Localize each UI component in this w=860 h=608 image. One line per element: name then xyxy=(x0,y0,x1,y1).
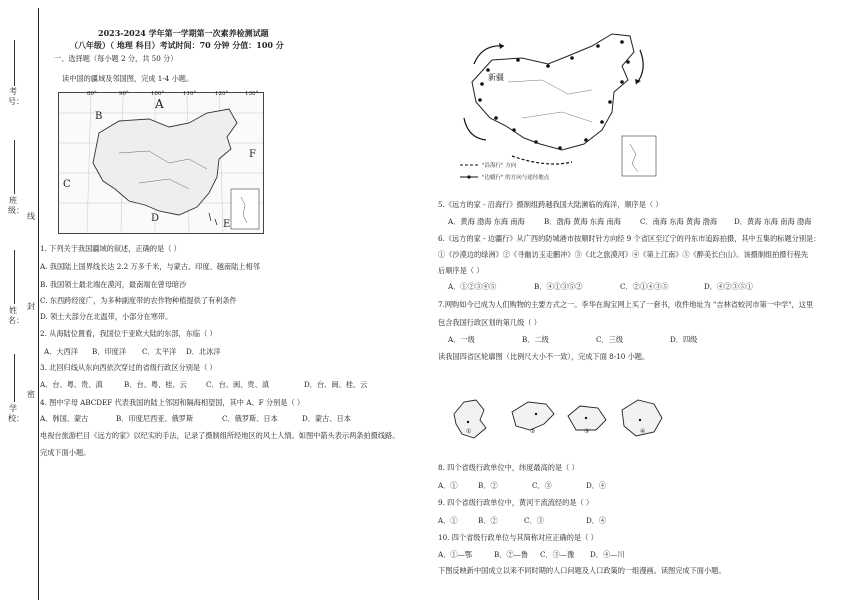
q6-option-b: B．④①③⑤② xyxy=(534,282,583,291)
q7-stem: 7.网购如今已成为人们购物的主要方式之一。李华在淘宝网上买了一套书，收件地址为 "吉林省蛟河市第一中学"，这里 xyxy=(438,300,814,309)
q10-option-c: C．③—豫 xyxy=(540,550,575,559)
map1-intro: 读中国的疆域及邻国图，完成 1-4 小题。 xyxy=(62,74,194,83)
legend-coastal: "沿海行" 方向 xyxy=(482,163,517,169)
section-heading: 一、选择题（每小题 2 分，共 50 分） xyxy=(54,54,178,63)
banji-blank xyxy=(14,140,15,194)
q6-option-d: D．④②③⑤① xyxy=(704,282,753,291)
lon-130: 130° xyxy=(245,91,259,97)
q3-option-b: B．台、粤、桂、云 xyxy=(124,380,187,389)
kaohao-blank xyxy=(14,40,15,86)
q3-option-d: D．台、闽、桂、云 xyxy=(304,380,368,389)
q7-option-d: D．四级 xyxy=(670,335,698,344)
q6-option-c: C．②①④③⑤ xyxy=(620,282,669,291)
xuexiao-label: 学校： xyxy=(8,404,24,423)
q3-option-c: C．台、闽、贵、滇 xyxy=(206,380,270,389)
letter-d: D xyxy=(151,213,160,224)
q4-option-a: A．韩国、蒙古 xyxy=(40,414,89,423)
q9-option-d: D．④ xyxy=(586,516,607,525)
q9-option-a: A．① xyxy=(438,516,458,525)
xian-char: 线 xyxy=(27,212,35,221)
q8-option-c: C．③ xyxy=(532,481,552,490)
route-map-graphic xyxy=(452,22,662,184)
banji-label: 班级： xyxy=(8,196,24,215)
q7-option-a: A．一级 xyxy=(448,335,475,344)
q5-option-a: A．黄海 渤海 东海 南海 xyxy=(448,217,525,226)
q2-option-a: A．大西洋 xyxy=(44,347,78,356)
q1-option-c: C. 东西跨经度广，为多种副度带的农作物种植提供了有利条件 xyxy=(40,296,237,305)
q4-option-d: D．蒙古、日本 xyxy=(302,414,351,423)
province-2: ② xyxy=(530,428,536,435)
q4-stem: 4. 图中字母 ABCDEF 代表我国的陆上邻国和隔海相望国，其中 A、F 分别是（ ） xyxy=(40,398,305,407)
q8-option-a: A．① xyxy=(438,481,458,490)
q4-option-c: C．俄罗斯、日本 xyxy=(222,414,278,423)
passage-text: 电视台旅游栏目《远方的家》以纪实的手法，记录了摄制组所经地区的风土人情。如图中箭头表示两条拍摄线路。 xyxy=(40,431,400,440)
q5-option-d: D．黄海 东海 南海 渤海 xyxy=(734,217,812,226)
q2-option-c: C．太平洋 xyxy=(142,347,177,356)
q9-option-c: C．③ xyxy=(524,516,544,525)
letter-c: C xyxy=(63,179,71,190)
exam-title: 2023-2024 学年第一学期第一次素养检测试题 xyxy=(98,28,269,38)
provinces-graphic xyxy=(450,392,670,444)
q8-option-d: D．④ xyxy=(586,481,607,490)
q1-option-b: B. 我国领土最北端在漠河，最南端在曾母暗沙 xyxy=(40,280,187,289)
q3-option-a: A．台、粤、贵、滇 xyxy=(40,380,103,389)
letter-e: E xyxy=(223,219,231,230)
lon-120: 120° xyxy=(215,91,229,97)
q6-tail: 后顺序是（ ） xyxy=(438,266,484,275)
q2-option-d: D．北冰洋 xyxy=(186,347,221,356)
q10-option-a: A．①—鄂 xyxy=(438,550,472,559)
lon-100: 100° xyxy=(151,91,165,97)
q1-stem: 1. 下列关于我国疆域的叙述，正确的是（ ） xyxy=(40,244,181,253)
q9-stem: 9. 四个省级行政单位中，黄河干流流经的是（ ） xyxy=(438,498,594,507)
xinjiang-label: 新疆 xyxy=(488,73,504,82)
xingming-blank xyxy=(14,250,15,304)
q6-titles: ①《沙漠边的绿洲》②《寻幽访玉走鹏冲》③《北之旅漠河》④《第上江南》⑤《醉美长白山》。该摄制组拍摄行程先 xyxy=(438,250,809,259)
q10-option-d: D．④—川 xyxy=(590,550,625,559)
q7-tail: 包含我国行政区划的第几级（ ） xyxy=(438,318,541,327)
letter-b: B xyxy=(95,111,103,122)
q4-option-b: B．印度尼西亚、俄罗斯 xyxy=(116,414,194,423)
q2-stem: 2. 从海陆位置看，我国位于亚欧大陆的东部，东临（ ） xyxy=(40,329,217,338)
mi-char: 密 xyxy=(27,390,35,399)
letter-a: A xyxy=(155,97,164,111)
xingming-label: 姓名： xyxy=(8,306,24,325)
province-3: ③ xyxy=(584,428,590,435)
closing-prompt: 下图反映新中国成立以来不同时期的人口问题及人口政策的一组漫画。读图完成下面小题。 xyxy=(438,566,726,575)
q6-option-a: A．①②③④⑤ xyxy=(448,282,497,291)
lon-90: 90° xyxy=(119,91,129,97)
q1-option-d: D. 领土大部分在北温带，小部分在寒带。 xyxy=(40,312,173,321)
q2-option-b: B．印度洋 xyxy=(92,347,127,356)
passage-tail: 完成下面小题。 xyxy=(40,448,91,457)
province-1: ① xyxy=(466,428,472,435)
province-4: ④ xyxy=(640,428,646,435)
q8-option-b: B．② xyxy=(478,481,498,490)
feng-char: 封 xyxy=(27,302,35,311)
province-outlines xyxy=(450,392,670,444)
lon-80: 80° xyxy=(87,91,97,97)
territory-map-graphic xyxy=(59,93,263,233)
xuexiao-blank xyxy=(14,354,15,402)
q5-stem: 5.《远方的家 - 沿海行》摄制组跨越我国大陆濒临的海洋，顺序是（ ） xyxy=(438,200,663,209)
q8-stem: 8. 四个省级行政单位中，纬度最高的是（ ） xyxy=(438,463,579,472)
legend-border: "边疆行" 的方向与途径地点 xyxy=(482,175,550,181)
kaohao-label: 考号： xyxy=(8,87,24,106)
q1-option-a: A. 我国陆上国界线长达 2.2 万多千米，与蒙古、印度、越南陆上相邻 xyxy=(40,262,260,271)
exam-subtitle: （八年级）（ 地理 科目）考试时间：70 分钟 分值：100 分 xyxy=(70,40,284,50)
route-map xyxy=(452,22,662,184)
q5-option-c: C．南海 东海 黄海 渤海 xyxy=(640,217,718,226)
q10-stem: 10. 四个省级行政单位与其简称对应正确的是（ ） xyxy=(438,533,598,542)
letter-f: F xyxy=(249,149,256,160)
q5-option-b: B．渤海 黄海 东海 南海 xyxy=(544,217,621,226)
q3-stem: 3. 北回归线从东向西依次穿过的省级行政区分别是（ ） xyxy=(40,363,217,372)
q8-intro: 读我国四省区轮廓图（比例尺大小不一致），完成下面 8-10 小题。 xyxy=(438,352,650,361)
q9-option-b: B．② xyxy=(478,516,498,525)
q10-option-b: B．②—鲁 xyxy=(494,550,529,559)
q7-option-c: C．三级 xyxy=(596,335,624,344)
china-territory-map xyxy=(58,92,264,234)
lon-110: 110° xyxy=(183,91,197,97)
q6-stem: 6.《远方的家 - 边疆行》从广西的防城港市按顺时针方向经 9 个省区至辽宁的丹东市追踪拍摄，其中五集的标题分别是： xyxy=(438,234,821,243)
q7-option-b: B．二级 xyxy=(522,335,549,344)
